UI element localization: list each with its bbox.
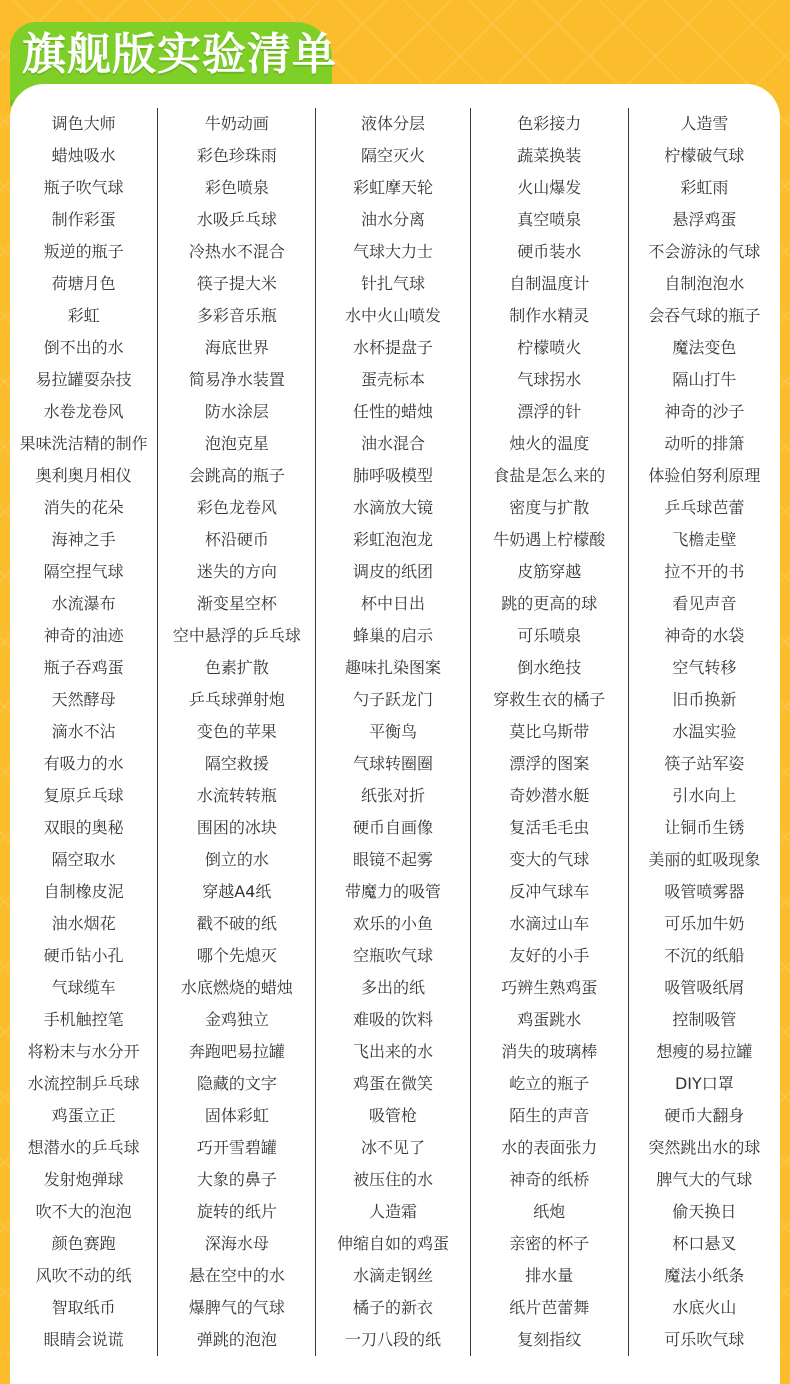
experiment-item: 瓶子吞鸡蛋 — [43, 658, 124, 677]
experiment-item: 颜色赛跑 — [51, 1234, 116, 1253]
experiment-item: 亲密的杯子 — [509, 1234, 590, 1253]
experiment-item: 筷子提大米 — [196, 274, 277, 293]
experiment-item: 皮筋穿越 — [517, 562, 582, 581]
experiment-item: 消失的花朵 — [43, 498, 124, 517]
experiment-item: 倒水绝技 — [517, 658, 582, 677]
experiment-item: 友好的小手 — [509, 946, 590, 965]
experiment-item: 水流瀑布 — [51, 594, 116, 613]
experiment-item: 吸管枪 — [369, 1106, 418, 1125]
experiment-item: 食盐是怎么来的 — [493, 466, 606, 485]
experiment-item: 多彩音乐瓶 — [196, 306, 277, 325]
experiment-item: 可乐吹气球 — [664, 1330, 745, 1349]
experiment-item: 漂浮的针 — [517, 402, 582, 421]
experiment-item: 简易净水装置 — [188, 370, 285, 389]
experiment-item: 动听的排箫 — [664, 434, 745, 453]
experiment-item: 变色的苹果 — [196, 722, 277, 741]
experiment-item: 鸡蛋在微笑 — [353, 1074, 434, 1093]
experiment-item: 偷天换日 — [672, 1202, 737, 1221]
experiment-item: 密度与扩散 — [509, 498, 590, 517]
experiment-item: 牛奶动画 — [204, 114, 269, 133]
experiment-column-1 — [10, 108, 158, 1356]
experiment-item: 眼睛会说谎 — [43, 1330, 124, 1349]
experiment-item: 液体分层 — [361, 114, 426, 133]
experiment-item: 带魔力的吸管 — [345, 882, 442, 901]
experiment-item: 漂浮的图案 — [509, 754, 590, 773]
experiment-item: 魔法小纸条 — [664, 1266, 745, 1285]
experiment-item: 制作彩蛋 — [51, 210, 116, 229]
experiment-item: 隐藏的文字 — [196, 1074, 277, 1093]
experiment-item: 莫比乌斯带 — [509, 722, 590, 741]
experiment-item: 排水量 — [525, 1266, 574, 1285]
experiment-column-2 — [158, 108, 316, 1356]
experiment-item: 防水涂层 — [204, 402, 269, 421]
experiment-item: 彩虹泡泡龙 — [353, 530, 434, 549]
experiment-item: 可乐喷泉 — [517, 626, 582, 645]
experiment-item: 脾气大的气球 — [656, 1170, 753, 1189]
experiment-item: 色素扩散 — [204, 658, 269, 677]
experiment-grid — [10, 108, 780, 1356]
experiment-item: 硬币钻小孔 — [43, 946, 124, 965]
experiment-item: 彩虹摩天轮 — [353, 178, 434, 197]
experiment-item: 复活毛毛虫 — [509, 818, 590, 837]
experiment-item: 调色大师 — [51, 114, 116, 133]
experiment-item: 穿越A4纸 — [202, 882, 272, 901]
experiment-item: 金鸡独立 — [204, 1010, 269, 1029]
experiment-item: 空中悬浮的乒乓球 — [172, 626, 301, 645]
experiment-item: 发射炮弹球 — [43, 1170, 124, 1189]
experiment-item: 自制温度计 — [509, 274, 590, 293]
experiment-item: 人造雪 — [680, 114, 729, 133]
experiment-item: 杯口悬叉 — [672, 1234, 737, 1253]
experiment-item: 滴水不沾 — [51, 722, 116, 741]
experiment-item: 伸缩自如的鸡蛋 — [337, 1234, 450, 1253]
experiment-item: 变大的气球 — [509, 850, 590, 869]
experiment-item: 不会游泳的气球 — [648, 242, 761, 261]
experiment-column-4 — [471, 108, 629, 1356]
experiment-item: 人造霜 — [369, 1202, 418, 1221]
experiment-item: 水滴放大镜 — [353, 498, 434, 517]
experiment-item: 空气转移 — [672, 658, 737, 677]
experiment-item: 手机触控笔 — [43, 1010, 124, 1029]
experiment-item: 双眼的奥秘 — [43, 818, 124, 837]
experiment-item: 彩色龙卷风 — [196, 498, 277, 517]
experiment-item: 水流转转瓶 — [196, 786, 277, 805]
experiment-item: 乒乓球弹射炮 — [188, 690, 285, 709]
experiment-item: 神奇的油迹 — [43, 626, 124, 645]
experiment-item: 纸张对折 — [361, 786, 426, 805]
experiment-item: 将粉末与水分开 — [27, 1042, 140, 1061]
experiment-item: 突然跳出水的球 — [648, 1138, 761, 1157]
experiment-item: 固体彩虹 — [204, 1106, 269, 1125]
experiment-item: 水卷龙卷风 — [43, 402, 124, 421]
experiment-item: 奥利奥月相仪 — [35, 466, 132, 485]
experiment-item: 天然酵母 — [51, 690, 116, 709]
experiment-item: 水底火山 — [672, 1298, 737, 1317]
experiment-item: 针扎气球 — [361, 274, 426, 293]
experiment-item: 乒乓球芭蕾 — [664, 498, 745, 517]
experiment-item: 趣味扎染图案 — [345, 658, 442, 677]
experiment-item: 可乐加牛奶 — [664, 914, 745, 933]
experiment-item: 陌生的声音 — [509, 1106, 590, 1125]
experiment-item: 蜂巢的启示 — [353, 626, 434, 645]
experiment-item: 一刀八段的纸 — [345, 1330, 442, 1349]
experiment-item: 水底燃烧的蜡烛 — [180, 978, 293, 997]
experiment-item: 水吸乒乓球 — [196, 210, 277, 229]
experiment-item: 筷子站军姿 — [664, 754, 745, 773]
experiment-item: 旋转的纸片 — [196, 1202, 277, 1221]
experiment-item: 引水向上 — [672, 786, 737, 805]
experiment-item: 任性的蜡烛 — [353, 402, 434, 421]
experiment-item: 隔空救援 — [204, 754, 269, 773]
experiment-column-3 — [316, 108, 470, 1356]
experiment-item: 眼镜不起雾 — [353, 850, 434, 869]
experiment-item: 跳的更高的球 — [501, 594, 598, 613]
experiment-item: 硬币自画像 — [353, 818, 434, 837]
experiment-item: 蔬菜换装 — [517, 146, 582, 165]
experiment-item: 水杯提盘子 — [353, 338, 434, 357]
experiment-item: 奇妙潜水艇 — [509, 786, 590, 805]
experiment-item: 硬币装水 — [517, 242, 582, 261]
experiment-item: 隔空捏气球 — [43, 562, 124, 581]
experiment-item: 油水烟花 — [51, 914, 116, 933]
experiment-item: 体验伯努利原理 — [648, 466, 761, 485]
experiment-item: 围困的冰块 — [196, 818, 277, 837]
experiment-item: 巧开雪碧罐 — [196, 1138, 277, 1157]
experiment-item: 叛逆的瓶子 — [43, 242, 124, 261]
experiment-item: 自制泡泡水 — [664, 274, 745, 293]
experiment-item: 深海水母 — [204, 1234, 269, 1253]
experiment-item: 倒立的水 — [204, 850, 269, 869]
experiment-item: 彩虹雨 — [680, 178, 729, 197]
experiment-item: 控制吸管 — [672, 1010, 737, 1029]
experiment-item: 真空喷泉 — [517, 210, 582, 229]
experiment-item: 大象的鼻子 — [196, 1170, 277, 1189]
experiment-item: 油水混合 — [361, 434, 426, 453]
experiment-item: 反冲气球车 — [509, 882, 590, 901]
experiment-item: 瓶子吹气球 — [43, 178, 124, 197]
experiment-item: 不沉的纸船 — [664, 946, 745, 965]
experiment-item: 硬币大翻身 — [664, 1106, 745, 1125]
experiment-item: 肺呼吸模型 — [353, 466, 434, 485]
experiment-item: 渐变星空杯 — [196, 594, 277, 613]
experiment-item: 果味洗洁精的制作 — [19, 434, 148, 453]
experiment-item: 水的表面张力 — [501, 1138, 598, 1157]
experiment-item: 彩虹 — [67, 306, 100, 325]
experiment-item: 平衡鸟 — [369, 722, 418, 741]
experiment-item: 难吸的饮料 — [353, 1010, 434, 1029]
experiment-item: 倒不出的水 — [43, 338, 124, 357]
experiment-item: 悬浮鸡蛋 — [672, 210, 737, 229]
experiment-item: 水温实验 — [672, 722, 737, 741]
experiment-column-5 — [629, 108, 780, 1356]
experiment-item: 神奇的水袋 — [664, 626, 745, 645]
experiment-item: 奔跑吧易拉罐 — [188, 1042, 285, 1061]
experiment-item: 会跳高的瓶子 — [188, 466, 285, 485]
experiment-item: 吹不大的泡泡 — [35, 1202, 132, 1221]
experiment-item: 气球转圈圈 — [353, 754, 434, 773]
experiment-item: 蜡烛吸水 — [51, 146, 116, 165]
experiment-item: 消失的玻璃棒 — [501, 1042, 598, 1061]
experiment-item: 飞檐走壁 — [672, 530, 737, 549]
experiment-item: 飞出来的水 — [353, 1042, 434, 1061]
experiment-item: 水滴过山车 — [509, 914, 590, 933]
experiment-item: 气球大力士 — [353, 242, 434, 261]
experiment-item: 烛火的温度 — [509, 434, 590, 453]
experiment-item: DIY口罩 — [674, 1074, 734, 1093]
experiment-item: 美丽的虹吸现象 — [648, 850, 761, 869]
experiment-item: 牛奶遇上柠檬酸 — [493, 530, 606, 549]
experiment-item: 蛋壳标本 — [361, 370, 426, 389]
experiment-item: 欢乐的小鱼 — [353, 914, 434, 933]
experiment-item: 冰不见了 — [361, 1138, 426, 1157]
experiment-item: 水中火山喷发 — [345, 306, 442, 325]
experiment-item: 想瘦的易拉罐 — [656, 1042, 753, 1061]
experiment-item: 杯沿硬币 — [204, 530, 269, 549]
experiment-item: 彩色珍珠雨 — [196, 146, 277, 165]
experiment-item: 气球缆车 — [51, 978, 116, 997]
experiment-item: 泡泡克星 — [204, 434, 269, 453]
experiment-item: 戳不破的纸 — [196, 914, 277, 933]
experiment-item: 冷热水不混合 — [188, 242, 285, 261]
experiment-item: 神奇的纸桥 — [509, 1170, 590, 1189]
experiment-item: 想潜水的乒乓球 — [27, 1138, 140, 1157]
experiment-item: 拉不开的书 — [664, 562, 745, 581]
experiment-item: 色彩接力 — [517, 114, 582, 133]
experiment-item: 橘子的新衣 — [353, 1298, 434, 1317]
experiment-item: 智取纸币 — [51, 1298, 116, 1317]
experiment-item: 调皮的纸团 — [353, 562, 434, 581]
experiment-item: 柠檬喷火 — [517, 338, 582, 357]
experiment-item: 隔山打牛 — [672, 370, 737, 389]
experiment-item: 彩色喷泉 — [204, 178, 269, 197]
experiment-item: 自制橡皮泥 — [43, 882, 124, 901]
experiment-item: 弹跳的泡泡 — [196, 1330, 277, 1349]
experiment-item: 易拉罐耍杂技 — [35, 370, 132, 389]
experiment-item: 纸片芭蕾舞 — [509, 1298, 590, 1317]
experiment-item: 看见声音 — [672, 594, 737, 613]
experiment-item: 风吹不动的纸 — [35, 1266, 132, 1285]
experiment-item: 水滴走钢丝 — [353, 1266, 434, 1285]
experiment-item: 制作水精灵 — [509, 306, 590, 325]
experiment-item: 复原乒乓球 — [43, 786, 124, 805]
experiment-item: 会吞气球的瓶子 — [648, 306, 761, 325]
experiment-item: 多出的纸 — [361, 978, 426, 997]
experiment-item: 荷塘月色 — [51, 274, 116, 293]
experiment-item: 火山爆发 — [517, 178, 582, 197]
experiment-item: 让铜币生锈 — [664, 818, 745, 837]
experiment-item: 鸡蛋跳水 — [517, 1010, 582, 1029]
experiment-item: 勺子跃龙门 — [353, 690, 434, 709]
experiment-item: 杯中日出 — [361, 594, 426, 613]
experiment-item: 爆脾气的气球 — [188, 1298, 285, 1317]
experiment-item: 被压住的水 — [353, 1170, 434, 1189]
experiment-item: 空瓶吹气球 — [353, 946, 434, 965]
experiment-item: 油水分离 — [361, 210, 426, 229]
experiment-item: 魔法变色 — [672, 338, 737, 357]
experiment-item: 有吸力的水 — [43, 754, 124, 773]
experiment-item: 纸炮 — [533, 1202, 566, 1221]
page-title: 旗舰版实验清单 — [22, 29, 337, 80]
experiment-item: 神奇的沙子 — [664, 402, 745, 421]
experiment-item: 隔空取水 — [51, 850, 116, 869]
experiment-item: 穿救生衣的橘子 — [493, 690, 606, 709]
experiment-item: 悬在空中的水 — [188, 1266, 285, 1285]
experiment-item: 哪个先熄灭 — [196, 946, 277, 965]
experiment-item: 水流控制乒乓球 — [27, 1074, 140, 1093]
experiment-item: 鸡蛋立正 — [51, 1106, 116, 1125]
experiment-item: 巧辨生熟鸡蛋 — [501, 978, 598, 997]
experiment-item: 屹立的瓶子 — [509, 1074, 590, 1093]
experiment-item: 吸管吸纸屑 — [664, 978, 745, 997]
experiment-item: 隔空灭火 — [361, 146, 426, 165]
experiment-item: 复刻指纹 — [517, 1330, 582, 1349]
experiment-item: 旧币换新 — [672, 690, 737, 709]
experiment-item: 柠檬破气球 — [664, 146, 745, 165]
experiment-item: 气球拐水 — [517, 370, 582, 389]
experiment-item: 海神之手 — [51, 530, 116, 549]
experiment-item: 海底世界 — [204, 338, 269, 357]
experiment-item: 吸管喷雾器 — [664, 882, 745, 901]
experiment-item: 迷失的方向 — [196, 562, 277, 581]
